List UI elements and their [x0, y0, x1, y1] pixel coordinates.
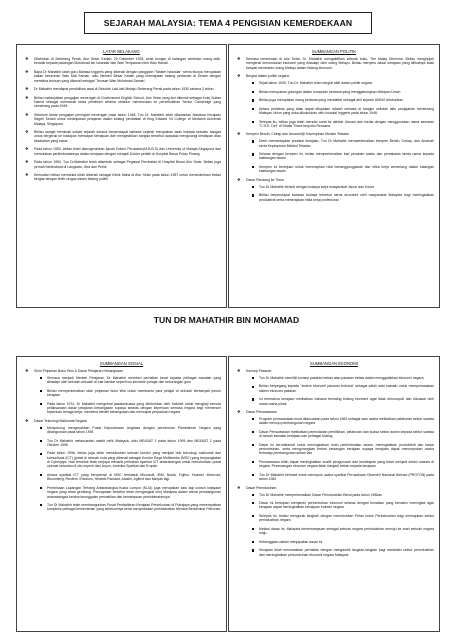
- sub-point-item: Selepas itu, beliau juga telah menulis surat ke akhbar Utusan dan media dengan menggunakan nama samaran "C.H.E. Det" di Straits Times berjudul Rencana: [252, 120, 434, 129]
- point-text: Dasar Penswastaan: [246, 410, 277, 415]
- point-list: [17, 369, 226, 512]
- sub-point-list: [246, 185, 434, 202]
- sub-point-item: Tun Dr Mahathir memiliki konsep pasaran bebas atau pasaran bebas dalam menggalakkan ekonomi negara.: [252, 376, 434, 380]
- sub-point-item: Semasa menjadi Menteri Pelajaran, Dr Mahathir memberi perhatian berat kepada pelbagai masalah yang dihadapi oleh sekolah-sekolah di luar bandar seperti isu keciciran pelajar dan kekurangan guru: [40, 376, 221, 385]
- point-text: Bapa Dr Mahathir ialah guru Bahasa Inggeris yang dikenali dengan panggilan "Master Iskandar" serba ibunya merupakan kaitan keturunan Wan Mat Saman, iaitu Menteri Besar Kedah yang memajukan bidang pertanian di Kedah dengan membina terusan yang dikenali sebagai 'Terusan Wan Mohamad Saman'.: [34, 69, 221, 83]
- section-heading: LATAR BELAKANG: [103, 49, 140, 54]
- point-text: Dasar Teknologi Maklumat Negara: [34, 418, 87, 423]
- point-text: Sebelum tamat pengajian peringkat menengah pada tahun 1948, Tun Dr. Mahathir telah ditawarkan biasiswa Kerajaan Negeri Kedah untuk melanjutkan pelajaran dalam bidang perubatan di King Edward VII College of Medicine,Universiti Malaya, Singapura: [34, 112, 221, 126]
- point-item: [25, 113, 221, 126]
- point-item: [237, 132, 434, 173]
- sub-point-item: Beliau memperkenalkan skim pinjaman buku teks untuk membantu para pelajar di sekolah berbanyak penuh kerajaan: [40, 389, 221, 398]
- point-text: Pada tahun 1954, Tun Dr.Mahathir telah ditambah sebagai Pegawai Perubatan di Hospital Besar Alor Setar. Beliau juga pernah berkhidmat di Langkawi, Jitra dan Perlis: [34, 160, 221, 169]
- point-text: Kemudian beliau membuka klinik dikenali sebagai Klinik Maha di Alor Setar pada tahun 1957 untuk membolehkan beliau bergiat dengan lebih cergas dalam bidang politik.: [34, 173, 221, 182]
- point-text: Dilahirkan di Seberang Perak, Alor Setar, Kedah, 20 Disember 1925, anak bongsu di kalangan sembilan orang adik-beradik kepada pasangan Mohamad bin Iskandar dan Wan Tempawan binti Wan Hanafi.: [34, 57, 221, 66]
- sub-point-item: Beliau berpendapat bahawa budaya tersebut harus dicontohi oleh masyarakat Malaysia bagi meningkatkan produktiviti serta menerapkan etika kerja profesional: [252, 193, 434, 202]
- sub-point-item: Pada tahun 1996, beliau juga telah memutuskan sebuah koridor yang menjadi hub teknologi maklumat dan komunikasi (ICT) global di sebuah kota yang dikenali sebagai Koridor Raya Multimedia (MSC) yang berpangkalan di Cyberjaya. Hab tersebut telah berjaya menarik perhatian syarikat ICT antarabangsa untuk menubuhkan pusat operasi serantau di situ seperti dari Jepun, Amerika Syarikat dan Eropah.: [40, 451, 221, 468]
- point-text: Dr Mahathir mendapat pendidikan awal di Sekolah Laki-laki Melayu Seberang Perak pada tahun 1930 selama 3 tahun.: [34, 87, 215, 92]
- point-item: [237, 74, 434, 128]
- sub-point-item: Menyokong mengesahkan Pusat Kejuruteraan Angkasa dengan penubuhan Planetarium Negara yang dibangunkan pada tahun 1994: [40, 426, 221, 435]
- point-text: Beliau sangat meminati subjek sejarah kerana berpendapat bahawa sejarah merupakan asas kepada sesuatu bangsa untuk bergerak ke hadapan mencapai kemajuan dan mengelakkan bangsa tersebut daripada mengulangi kesilapan atau kesalahan yang sama.: [34, 130, 221, 143]
- sub-point-item: Beliau merupakan golongan dalam kumpulan pertama yang menggabungkan Malayan Union: [252, 90, 434, 94]
- sub-point-item: Kebanggaan dalam menjayakan dasar ini: [252, 540, 434, 544]
- sub-point-item: Tun Dr Mahathir memperkenalkan Dasar Perindustrian Berat pada tahun 1980an: [252, 493, 434, 497]
- panel-sumbangan-politik: [228, 44, 440, 308]
- point-list: [229, 57, 439, 202]
- sub-point-item: Selepas itu, beliau mengorak langkah dengan menubuhkan Pelan Induk Perindustrian bagi memajukan sektor perindustrian negara: [252, 514, 434, 523]
- point-text: Skim Pinjaman Buku Teks & Dasar Pelajaran Kebangsaan: [34, 369, 123, 373]
- sub-point-item: Tun Dr Mahathir tertarik dengan budaya kerja masyarakat Jepun dan Korea: [252, 185, 434, 189]
- sub-point-list: [246, 376, 434, 406]
- point-item: [25, 96, 221, 109]
- sub-point-item: Demi memantapkan prestasi kerajaan, Tun Dr Mahathir memperkenalkan kempen Bersih, Cekap, dan Amanah serta Kepimpinan Melalui Teladan: [252, 139, 434, 148]
- point-text: Konsep Pasaran: [246, 369, 272, 373]
- sub-point-item: Selaras dengan kempen ini, beliau memperkenalkan kad perakam waktu dan pemakaian tanda nama kepada kakitangan awam: [252, 152, 434, 161]
- point-text: Semasa bersekolah di Alor Setar, Dr. Mahathir mengaktifkan sebuah buku, The Malay Dilemma. Beliau menghujah mengenai kemunduran ekonomi yang dihadapi oleh orang Melayu. Beliau menyeru dasar kerajaan yang dilihatnya tidak banyak membantu orang Melayu dalam bidang ekonomi.: [246, 57, 434, 70]
- sub-point-item: Kerajaan telah memusatkan perhatian dengan mengambil langkah-langkah bagi membaiki sektor perindustrian dan meningkatkan pertumbuhan ekonomi negara Malaysia: [252, 548, 434, 557]
- point-item: [25, 173, 221, 182]
- sub-point-item: Pembinaan Lapangan Terbang Antarabangsa Kuala Lumpur (KLIA) juga merupakan satu lagi contoh kejayaan negara yang amat gemilang. Pencapaian tersebut telah mengangkat imej Malaysia dalam arena pembangunan antarabangsa kerana keunggulan perwakilan dan kemampuan perkhidmatannya.: [40, 486, 221, 499]
- point-item: [237, 486, 434, 557]
- point-text: Kempen Bersih, Cekap dan Amanah@ Kepimpinan Melalui Teladan: [246, 132, 349, 137]
- point-item: [25, 87, 221, 91]
- sub-point-item: Beliau juga merupakan orang pertama yang mendaftar sebagai ahli sejarah UMNO ditubuhkan: [252, 98, 434, 102]
- sub-point-item: Antara peristiwa yang tidak dapat dilupakan adalah semasa di bangku sekolah iaitu penjajahan menentang Malayan Union yang suka dikukuhkan oleh kolonial Inggeris pada tahun 1946.: [252, 107, 434, 116]
- sub-point-item: Kempen ini bertujuan untuk menerapkan nilai bertanggungjawab dan etika kerja cemerlang dalam kalangan kakitangan awam: [252, 165, 434, 174]
- sub-point-list: [246, 417, 434, 482]
- point-item: [237, 369, 434, 406]
- panel-sumbangan-sosial: [16, 356, 227, 632]
- section-heading: SUMBANGAN EKONOMI: [310, 361, 358, 366]
- sub-point-list: [34, 426, 221, 512]
- sub-point-list: [246, 81, 434, 128]
- sub-point-item: Tun Dr Mahathir berhasil untuk memupuk usaha syarikat Perusahaan Otomobil Nasional Berhad (PROTON) pada tahun 1983: [252, 473, 434, 482]
- sub-point-item: Dasar ini bermatlamat untuk meningkatkan mutu perkhidmatan awam, meningkatkan produktiviti dan kadar pertumbuhan, serta mengurangkan beban kewangan kerajaan supaya kerajaan dapat menumpukan usaha terhadap pembangunan sektor lain: [252, 443, 434, 456]
- subject-name-title: TUN DR MAHATHIR BIN MOHAMAD: [153, 315, 300, 325]
- point-text: Bergiat dalam politik negara:: [246, 74, 290, 79]
- sub-point-list: [246, 493, 434, 557]
- point-list: [229, 369, 439, 557]
- sub-point-list: [246, 139, 434, 173]
- point-item: [25, 419, 221, 512]
- sub-point-item: Program penswastaan mula dilancarkan pada tahun 1983 sebagai satu usaha melibatkan pelaburan sektor swasta dalam menuju pembangunan negara: [252, 417, 434, 426]
- sub-point-item: Beliau berpegang kepada "sistem ekonomi pasaran terbuka" sebagai salah satu kaedah untuk memperkasakan sistem ekonomi pasaran: [252, 384, 434, 393]
- point-item: [25, 147, 221, 156]
- sub-point-item: Dasar ini bertujuan menjamin pertumbuhan ekonomi selaras dengan kenaikan yang semakin meningkat agar kerajaan dapat meningkatkan kemajuan industri negara.: [252, 501, 434, 510]
- sub-point-list: [34, 376, 221, 415]
- sub-point-item: Tun Dr Mahathir melancarkan satelit milik Malaysia, iaitu MEASAT 1 pada tahun 1995 dan MEASAT 2 pada Oktober 1996: [40, 439, 221, 448]
- sub-point-item: Melalui dasar ini, Malaysia berkemampuan sebagai sebuah negara perindustrian menuju ke arah sebuah negara maju: [252, 527, 434, 536]
- point-text: Pada tahun 1953, beliau telah dianugerahkan Ijazah Doktor Perubatan(M.B.B.S) dan University of Malaya,Singapura dan memulakan perkhidmatannya dalam kerajaan dengan menjadi Doktor pelatih di Hospital Besar Pulau Pinang: [34, 147, 221, 156]
- point-text: Beliau melanjutkan pengajian menengah di Government English School, Alor Setar yang kini dikenali sebagai Kolej Sultan Hamid sebagai memasuki kelas peralihan selama setahun meneruskan ke persekolahan Senior Cambridge yang cemerlang pada 1945.: [34, 95, 221, 109]
- point-item: [25, 160, 221, 169]
- point-item: [237, 57, 434, 70]
- sub-point-item: Penswastaan telah dapat meningkatkan kualiti pengurusan dan kecekapan yang telah menjadi sektor swasta di negara. Perancangan ekonomi negara tidak menjadi beban kepada kerajaan: [252, 460, 434, 469]
- section-heading: SUMBANGAN POLITIK: [311, 49, 357, 54]
- sub-point-item: Dasar Penswastaan melibatkan pemindahan pemilikkan, pelaburan dan kuasa sektor awam kepada sektor swasta di bawah kawalan kerajaan dan pelbagai bidang: [252, 430, 434, 439]
- sub-point-item: Antara syarikat ICT yang beroperasi di MSC termasuk Microsoft, IBM, Nokia, Fujitsu, Huawei, Motorola, Bloomberg, Reuters, Ericsson, Hewlett-Packard, Alcatel, Agilent dan banyak lagi.: [40, 473, 221, 482]
- sub-point-item: Sejak tahun 1945, Tun Dr. Mahathir telah bergiat aktif dalam politik negara.: [252, 81, 434, 85]
- point-item: [25, 130, 221, 143]
- point-text: Dasar Perindustrian: [246, 485, 277, 490]
- section-heading: SUMBANGAN SOSIAL: [99, 361, 144, 366]
- panel-sumbangan-ekonomi: [228, 356, 440, 632]
- sub-point-item: Tun Dr Mahathir telah membangunkan Pusat Pentadbiran Kerajaan Persekutuan di Putrajaya yang menempatkan kompleks pelbagai kementerian yang sebelumnya serta menyediakan perkhidmatan Menara Berkembar Petronas: [40, 503, 221, 512]
- point-text: Dasar Pandang ke Timur: [246, 177, 285, 182]
- sub-point-item: Ini bermakna kerajaan melibatkan bahawa bersaing bidang ekonomi agar tidak dimonopoli dan dikuasai oleh mana-mana pihak: [252, 397, 434, 406]
- page-title: SEJARAH MALAYSIA: TEMA 4 PENGISIAN KEMERDEKAAN: [84, 12, 372, 34]
- sub-point-item: Pada tahun 1974, Dr Mahathir mengetuai jawatankuasa yang ditubuhkan oleh Kabinet untuk mengkaji semula pelaksanaan dasar pelajaran kebangsaan supaya selaras dengan keperluan semasa negara bagi memenuhi keperluan tenaga kerja, membina identiti kebangsaan dan mencapai perpaduan negara: [40, 402, 221, 415]
- point-item: [237, 410, 434, 481]
- point-list: [17, 57, 226, 182]
- point-item: [25, 369, 221, 415]
- point-item: [237, 178, 434, 202]
- panel-latar-belakang: [16, 44, 227, 308]
- point-item: [25, 70, 221, 83]
- point-item: [25, 57, 221, 66]
